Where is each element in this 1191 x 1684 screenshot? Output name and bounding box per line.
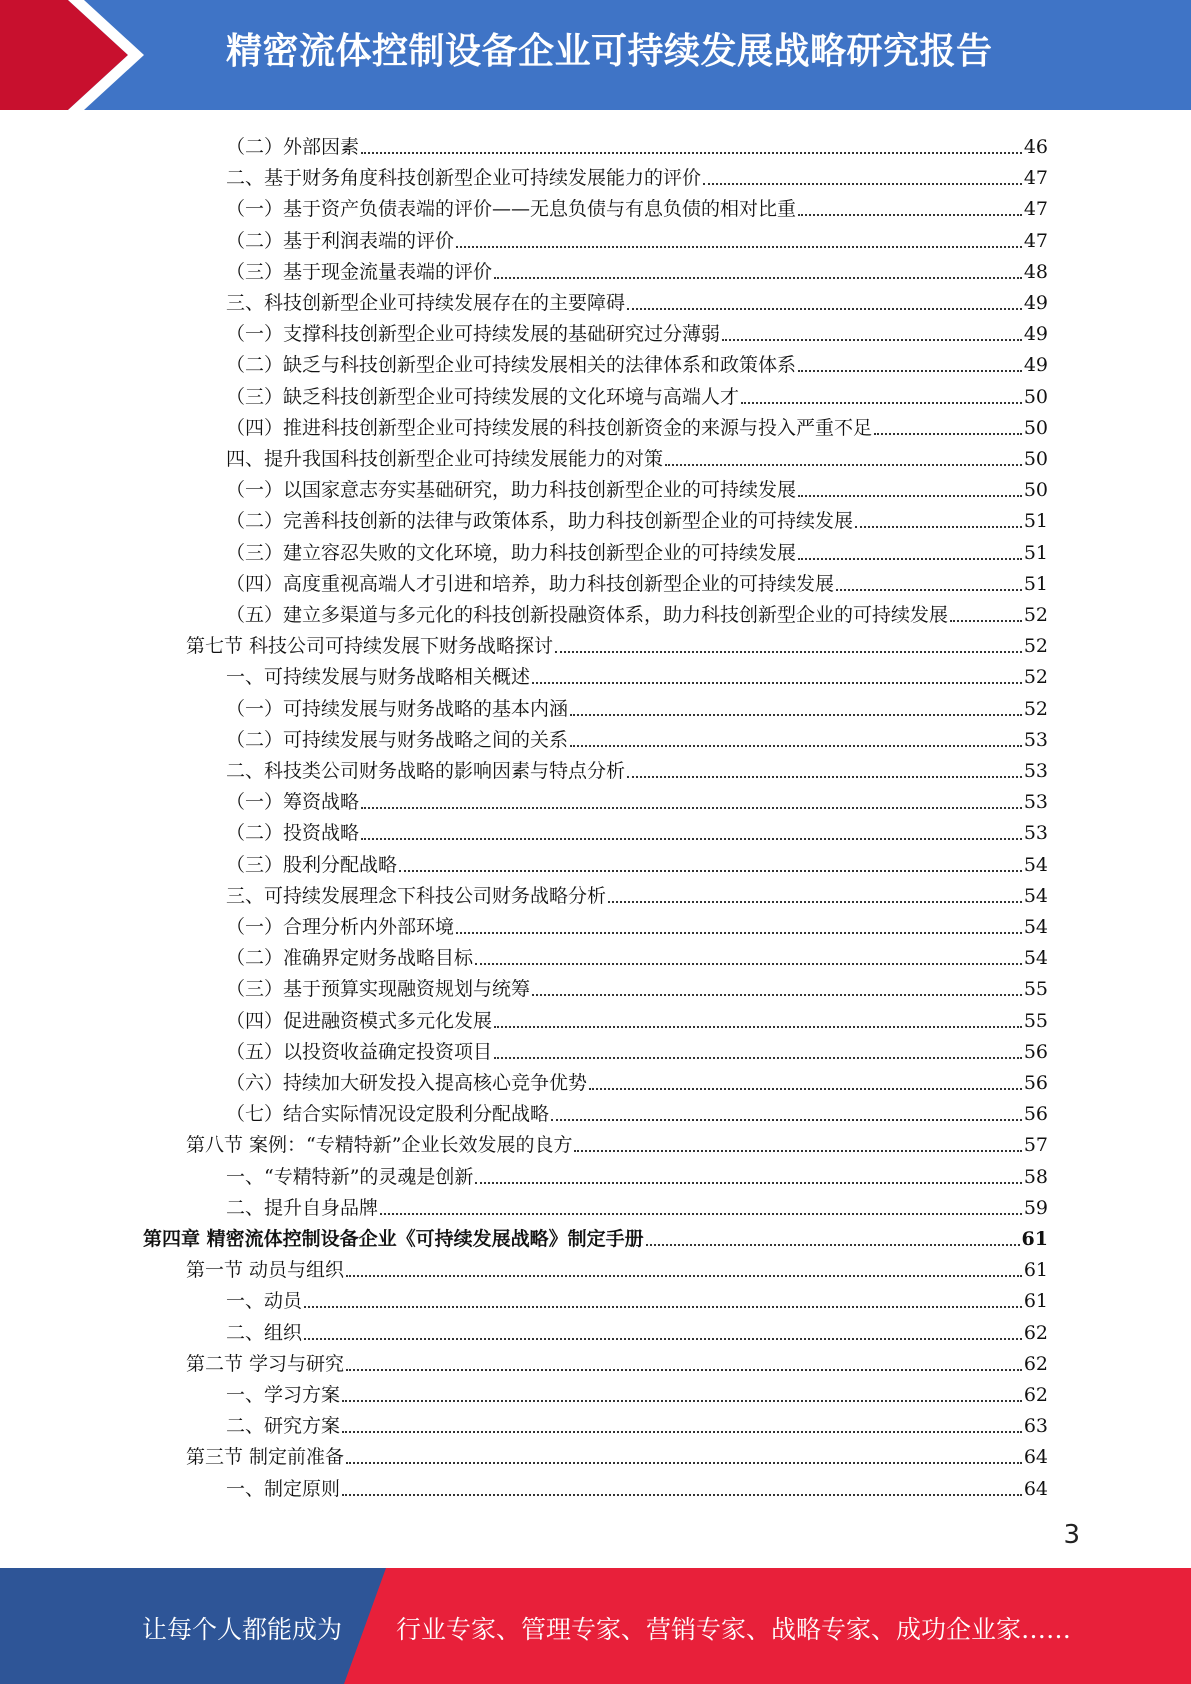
toc-entry-title: （六）持续加大研发投入提高核心竞争优势 bbox=[226, 1072, 588, 1094]
toc-dot-leader bbox=[722, 338, 1022, 341]
toc-entry[interactable] bbox=[226, 471, 1048, 502]
toc-entry[interactable] bbox=[186, 627, 1048, 658]
toc-dot-leader bbox=[380, 1212, 1022, 1215]
toc-entry-page: 52 bbox=[1023, 666, 1048, 689]
toc-entry-title: （二）可持续发展与财务战略之间的关系 bbox=[226, 728, 569, 751]
toc-entry-title: 一、动员 bbox=[226, 1290, 303, 1313]
toc-entry-page: 52 bbox=[1023, 697, 1048, 720]
toc-dot-leader bbox=[346, 1461, 1022, 1464]
toc-entry[interactable] bbox=[226, 534, 1048, 565]
toc-dot-leader bbox=[574, 1149, 1021, 1152]
toc-entry[interactable] bbox=[226, 346, 1048, 377]
toc-entry-page: 61 bbox=[1023, 1290, 1048, 1313]
toc-dot-leader bbox=[608, 900, 1022, 903]
toc-entry-title: 二、组织 bbox=[226, 1321, 303, 1344]
toc-entry[interactable] bbox=[226, 502, 1048, 533]
toc-entry-title: （二）缺乏与科技创新型企业可持续发展相关的法律体系和政策体系 bbox=[226, 354, 797, 377]
toc-entry-page: 59 bbox=[1023, 1196, 1048, 1219]
toc-entry-page: 50 bbox=[1023, 479, 1048, 502]
toc-entry-title: （五）建立多渠道与多元化的科技创新投融资体系，助力科技创新型企业的可持续发展 bbox=[226, 604, 949, 626]
toc-entry[interactable] bbox=[226, 1314, 1048, 1345]
toc-entry[interactable] bbox=[226, 846, 1048, 877]
toc-entry-page: 52 bbox=[1023, 604, 1048, 626]
toc-entry-page: 61 bbox=[1023, 1259, 1048, 1282]
toc-dot-leader bbox=[950, 619, 1022, 622]
toc-entry-title: 第三节 制定前准备 bbox=[186, 1446, 345, 1469]
toc-entry-title: （二）基于利润表端的评价 bbox=[226, 229, 455, 252]
toc-entry-title: 二、研究方案 bbox=[226, 1415, 341, 1438]
toc-entry-page: 50 bbox=[1023, 416, 1048, 439]
toc-entry[interactable] bbox=[226, 658, 1048, 689]
toc-dot-leader bbox=[456, 245, 1022, 248]
toc-dot-leader bbox=[703, 182, 1022, 185]
toc-entry-title: 第一节 动员与组织 bbox=[186, 1259, 345, 1282]
toc-dot-leader bbox=[741, 401, 1022, 404]
toc-entry-page: 48 bbox=[1023, 260, 1048, 283]
toc-entry-title: （五）以投资收益确定投资项目 bbox=[226, 1040, 493, 1063]
toc-dot-leader bbox=[304, 1337, 1022, 1340]
toc-entry-page: 55 bbox=[1023, 978, 1048, 1001]
toc-dot-leader bbox=[855, 525, 1022, 528]
toc-entry[interactable] bbox=[226, 565, 1048, 596]
toc-entry[interactable] bbox=[226, 1002, 1048, 1033]
toc-entry-title: 二、基于财务角度科技创新型企业可持续发展能力的评价 bbox=[226, 167, 702, 190]
toc-entry-page: 54 bbox=[1023, 916, 1048, 938]
toc-entry-page: 63 bbox=[1023, 1415, 1048, 1438]
toc-entry-page: 62 bbox=[1023, 1321, 1048, 1344]
toc-entry-title: 一、制定原则 bbox=[226, 1477, 341, 1500]
toc-entry-title: 二、提升自身品牌 bbox=[226, 1196, 379, 1219]
toc-entry[interactable] bbox=[226, 1158, 1048, 1189]
toc-entry-title: （一）基于资产负债表端的评价——无息负债与有息负债的相对比重 bbox=[226, 198, 797, 221]
toc-entry[interactable] bbox=[226, 752, 1048, 783]
toc-entry-title: 第七节 科技公司可持续发展下财务战略探讨 bbox=[186, 635, 554, 658]
toc-entry-page: 62 bbox=[1023, 1352, 1048, 1375]
toc-entry-title: 一、可持续发展与财务战略相关概述 bbox=[226, 666, 531, 689]
toc-entry[interactable] bbox=[226, 877, 1048, 908]
toc-entry-page: 54 bbox=[1023, 947, 1048, 970]
toc-entry-title: （四）推进科技创新型企业可持续发展的科技创新资金的来源与投入严重不足 bbox=[226, 416, 873, 439]
toc-entry[interactable] bbox=[226, 378, 1048, 409]
toc-entry-page: 52 bbox=[1023, 635, 1048, 658]
toc-entry-page: 58 bbox=[1023, 1165, 1048, 1188]
toc-entry[interactable] bbox=[226, 1376, 1048, 1407]
toc-dot-leader bbox=[361, 806, 1022, 809]
toc-dot-leader bbox=[342, 1430, 1022, 1433]
toc-entry-title: （三）基于现金流量表端的评价 bbox=[226, 260, 493, 283]
page-footer bbox=[0, 1568, 1191, 1684]
toc-entry[interactable] bbox=[226, 1470, 1048, 1501]
toc-dot-leader bbox=[589, 1087, 1022, 1090]
toc-entry-title: （二）外部因素 bbox=[226, 136, 360, 158]
toc-dot-leader bbox=[399, 869, 1022, 872]
toc-dot-leader bbox=[798, 213, 1022, 216]
toc-entry[interactable] bbox=[186, 1251, 1048, 1282]
toc-entry[interactable] bbox=[226, 783, 1048, 814]
footer-slogan-right: 行业专家、管理专家、营销专家、战略专家、成功企业家…… bbox=[396, 1615, 1072, 1644]
toc-entry[interactable] bbox=[226, 440, 1048, 471]
toc-entry-page: 62 bbox=[1023, 1384, 1048, 1406]
toc-dot-leader bbox=[798, 557, 1022, 560]
toc-entry-title: （二）投资战略 bbox=[226, 822, 360, 845]
toc-entry-page: 57 bbox=[1023, 1134, 1048, 1157]
toc-dot-leader bbox=[346, 1368, 1022, 1371]
toc-entry-page: 49 bbox=[1023, 292, 1048, 314]
toc-dot-leader bbox=[361, 151, 1022, 154]
toc-entry[interactable] bbox=[226, 128, 1048, 159]
toc-dot-leader bbox=[361, 837, 1022, 840]
toc-dot-leader bbox=[874, 432, 1022, 435]
toc-dot-leader bbox=[627, 307, 1022, 310]
toc-entry-title: 第二节 学习与研究 bbox=[186, 1352, 345, 1375]
toc-entry[interactable] bbox=[226, 284, 1048, 315]
toc-entry-page: 54 bbox=[1023, 884, 1048, 907]
toc-entry[interactable] bbox=[226, 596, 1048, 627]
toc-entry-page: 47 bbox=[1023, 198, 1048, 221]
toc-entry[interactable] bbox=[226, 814, 1048, 845]
toc-entry[interactable] bbox=[226, 939, 1048, 970]
toc-entry-title: （一）合理分析内外部环境 bbox=[226, 916, 455, 938]
toc-entry[interactable] bbox=[186, 1438, 1048, 1469]
toc-entry-page: 53 bbox=[1023, 822, 1048, 845]
toc-dot-leader bbox=[551, 1118, 1022, 1121]
toc-dot-leader bbox=[627, 775, 1022, 778]
page-number: 3 bbox=[1063, 1520, 1080, 1550]
toc-entry[interactable] bbox=[186, 1345, 1048, 1376]
toc-dot-leader bbox=[570, 713, 1022, 716]
toc-entry[interactable] bbox=[226, 1189, 1048, 1220]
toc-entry-title: （三）基于预算实现融资规划与统筹 bbox=[226, 978, 531, 1001]
toc-entry[interactable] bbox=[226, 1064, 1048, 1095]
toc-dot-leader bbox=[570, 744, 1022, 747]
toc-entry[interactable] bbox=[226, 970, 1048, 1001]
toc-dot-leader bbox=[798, 369, 1022, 372]
toc-dot-leader bbox=[494, 1056, 1022, 1059]
toc-entry-title: （三）股利分配战略 bbox=[226, 853, 398, 876]
toc-entry[interactable] bbox=[226, 1095, 1048, 1126]
toc-entry[interactable] bbox=[226, 315, 1048, 346]
toc-entry-page: 50 bbox=[1023, 448, 1048, 470]
toc-dot-leader bbox=[646, 1243, 1020, 1246]
toc-entry-title: （二）准确界定财务战略目标 bbox=[226, 947, 474, 970]
header-arrow-decoration bbox=[0, 0, 200, 110]
toc-entry-title: （一）以国家意志夯实基础研究，助力科技创新型企业的可持续发展 bbox=[226, 479, 797, 502]
toc-entry-page: 51 bbox=[1023, 572, 1048, 595]
toc-entry-page: 49 bbox=[1023, 323, 1048, 346]
toc-entry-title: （三）缺乏科技创新型企业可持续发展的文化环境与高端人才 bbox=[226, 385, 740, 408]
toc-entry[interactable] bbox=[226, 253, 1048, 284]
toc-dot-leader bbox=[304, 1305, 1022, 1308]
toc-entry-page: 64 bbox=[1023, 1477, 1048, 1500]
toc-entry-page: 53 bbox=[1023, 760, 1048, 782]
toc-entry-title: 四、提升我国科技创新型企业可持续发展能力的对策 bbox=[226, 448, 664, 470]
toc-entry-page: 64 bbox=[1023, 1446, 1048, 1469]
toc-entry-title: 第八节 案例：“专精特新”企业长效发展的良方 bbox=[186, 1134, 573, 1157]
toc-entry[interactable] bbox=[226, 1033, 1048, 1064]
toc-entry-page: 53 bbox=[1023, 728, 1048, 751]
toc-dot-leader bbox=[342, 1493, 1022, 1496]
toc-entry-title: 二、科技类公司财务战略的影响因素与特点分析 bbox=[226, 760, 626, 782]
toc-dot-leader bbox=[475, 962, 1022, 965]
toc-entry-page: 54 bbox=[1023, 853, 1048, 876]
toc-dot-leader bbox=[494, 1025, 1022, 1028]
toc-entry-title: 三、科技创新型企业可持续发展存在的主要障碍 bbox=[226, 292, 626, 314]
toc-dot-leader bbox=[532, 681, 1022, 684]
toc-entry-page: 56 bbox=[1023, 1040, 1048, 1063]
toc-entry-title: （一）筹资战略 bbox=[226, 791, 360, 814]
page-header bbox=[0, 0, 1191, 110]
toc-dot-leader bbox=[798, 494, 1022, 497]
toc-entry[interactable] bbox=[226, 1282, 1048, 1313]
toc-dot-leader bbox=[342, 1399, 1022, 1402]
toc-entry[interactable] bbox=[226, 409, 1048, 440]
toc-entry-title: （四）高度重视高端人才引进和培养，助力科技创新型企业的可持续发展 bbox=[226, 572, 835, 595]
toc-entry-title: （七）结合实际情况设定股利分配战略 bbox=[226, 1103, 550, 1126]
toc-entry-title: 第四章 精密流体控制设备企业《可持续发展战略》制定手册 bbox=[143, 1228, 644, 1250]
toc-entry[interactable] bbox=[226, 690, 1048, 721]
toc-dot-leader bbox=[456, 931, 1022, 934]
toc-entry[interactable] bbox=[226, 222, 1048, 253]
toc-entry-title: （四）促进融资模式多元化发展 bbox=[226, 1009, 493, 1032]
toc-entry-page: 47 bbox=[1023, 229, 1048, 252]
toc-entry[interactable] bbox=[226, 908, 1048, 939]
toc-entry-title: 三、可持续发展理念下科技公司财务战略分析 bbox=[226, 884, 607, 907]
footer-slogan-left: 让每个人都能成为 bbox=[142, 1615, 343, 1644]
toc-entry-page: 46 bbox=[1023, 136, 1048, 158]
toc-entry[interactable] bbox=[143, 1220, 1048, 1251]
toc-entry[interactable] bbox=[226, 721, 1048, 752]
toc-entry-title: （二）完善科技创新的法律与政策体系，助力科技创新型企业的可持续发展 bbox=[226, 510, 854, 533]
toc-dot-leader bbox=[475, 1181, 1021, 1184]
toc-entry-page: 53 bbox=[1023, 791, 1048, 814]
toc-entry-page: 51 bbox=[1023, 541, 1048, 564]
toc-entry-page: 55 bbox=[1023, 1009, 1048, 1032]
toc-entry-page: 47 bbox=[1023, 167, 1048, 190]
toc-entry-page: 51 bbox=[1023, 510, 1048, 533]
toc-entry[interactable] bbox=[186, 1126, 1048, 1157]
toc-dot-leader bbox=[494, 276, 1022, 279]
toc-entry-title: 一、学习方案 bbox=[226, 1384, 341, 1406]
toc-entry-page: 50 bbox=[1023, 385, 1048, 408]
toc-entry[interactable] bbox=[226, 1407, 1048, 1438]
toc-entry-title: （一）支撑科技创新型企业可持续发展的基础研究过分薄弱 bbox=[226, 323, 721, 346]
toc-entry-page: 56 bbox=[1023, 1072, 1048, 1094]
toc-entry-title: 一、“专精特新”的灵魂是创新 bbox=[226, 1165, 474, 1188]
report-title: 精密流体控制设备企业可持续发展战略研究报告 bbox=[226, 31, 993, 72]
toc-entry-title: （一）可持续发展与财务战略的基本内涵 bbox=[226, 697, 569, 720]
toc-entry-page: 61 bbox=[1021, 1228, 1048, 1250]
toc-entry[interactable] bbox=[226, 190, 1048, 221]
toc-dot-leader bbox=[532, 993, 1022, 996]
toc-entry-page: 56 bbox=[1023, 1103, 1048, 1126]
toc-dot-leader bbox=[346, 1274, 1022, 1277]
toc-dot-leader bbox=[665, 463, 1022, 466]
toc-entry-page: 49 bbox=[1023, 354, 1048, 377]
toc-dot-leader bbox=[836, 588, 1022, 591]
toc-entry-title: （三）建立容忍失败的文化环境，助力科技创新型企业的可持续发展 bbox=[226, 541, 797, 564]
toc-dot-leader bbox=[555, 650, 1022, 653]
toc-entry[interactable] bbox=[226, 159, 1048, 190]
